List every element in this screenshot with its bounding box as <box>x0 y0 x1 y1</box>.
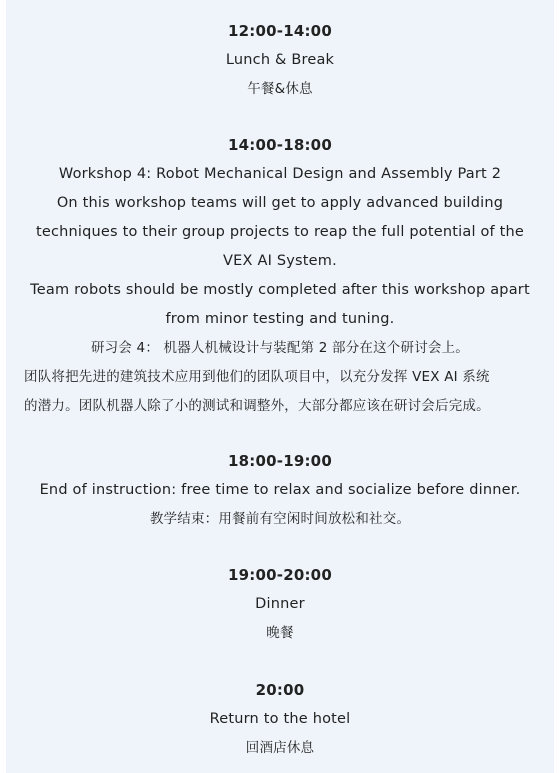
time-slot-heading: 20:00 <box>255 681 305 699</box>
workshop-description-line: techniques to their group projects to reap the full potential of the <box>35 224 525 240</box>
time-slot-heading: 14:00-18:00 <box>228 136 332 154</box>
workshop-description-line: Team robots should be mostly completed after this workshop apart <box>30 282 530 298</box>
workshop-description-zh-line: 的潜力。团队机器人除了小的测试和调整外，大部分都应该在研讨会后完成。 <box>24 398 490 414</box>
workshop-description-line: VEX AI System. <box>223 253 337 269</box>
event-title-en: Return to the hotel <box>209 711 351 727</box>
event-title-en: Dinner <box>255 596 305 612</box>
schedule-block-free-time <box>6 447 554 534</box>
event-title-zh: 回酒店休息 <box>245 740 315 756</box>
schedule-block-lunch <box>6 17 554 104</box>
time-slot-heading: 18:00-19:00 <box>228 452 332 470</box>
event-title-zh: 午餐&休息 <box>247 81 313 97</box>
workshop-description-line: from minor testing and tuning. <box>165 311 395 327</box>
workshop-description-zh-line: 团队将把先进的建筑技术应用到他们的团队项目中，以充分发挥 VEX AI 系统 <box>24 369 490 385</box>
time-slot-heading: 12:00-14:00 <box>228 22 332 40</box>
schedule-block-workshop <box>6 131 554 421</box>
schedule-block-hotel <box>6 676 554 763</box>
schedule-block-dinner <box>6 561 554 648</box>
event-title-en: End of instruction: free time to relax and socialize before dinner. <box>39 482 521 498</box>
workshop-title-en: Workshop 4: Robot Mechanical Design and Assembly Part 2 <box>58 166 502 182</box>
event-title-en: Lunch & Break <box>225 52 335 68</box>
time-slot-heading: 19:00-20:00 <box>228 566 332 584</box>
event-title-zh: 教学结束：用餐前有空闲时间放松和社交。 <box>149 511 411 527</box>
event-title-zh: 晚餐 <box>266 625 294 641</box>
workshop-title-zh: 研习会 4： 机器人机械设计与装配第 2 部分在这个研讨会上。 <box>90 340 470 356</box>
workshop-description-line: On this workshop teams will get to apply advanced building <box>56 195 504 211</box>
schedule-panel <box>6 0 554 773</box>
